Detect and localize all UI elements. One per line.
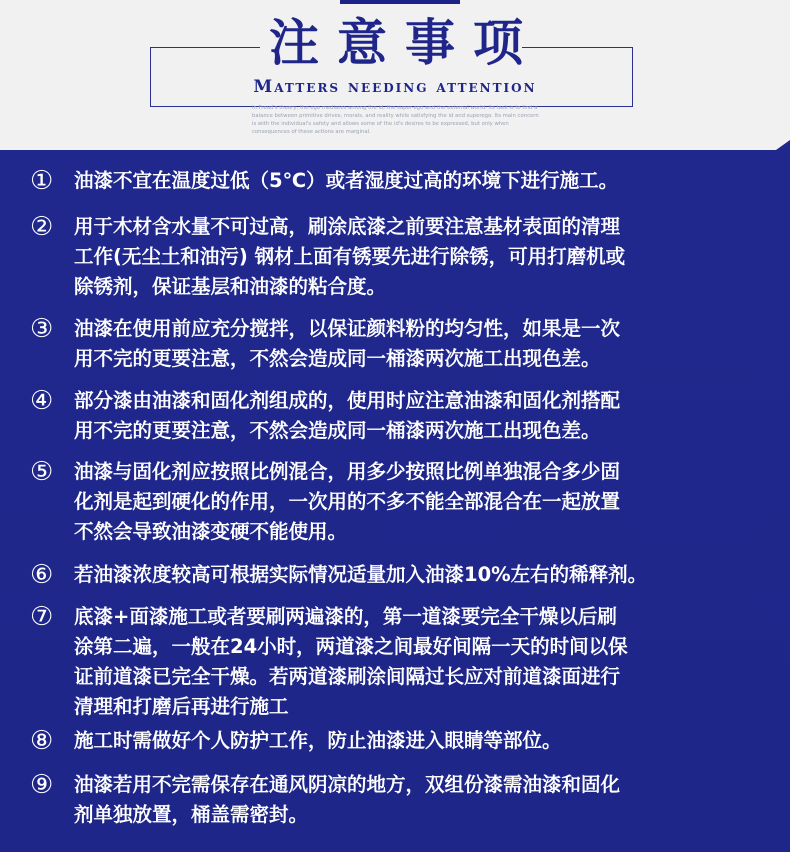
item-text: 若油漆浓度较高可根据实际情况适量加入油漆10%左右的稀释剂。	[74, 563, 648, 586]
item-text: 油漆不宜在温度过低（5℃）或者湿度过高的环境下进行施工。	[74, 169, 619, 192]
item-text: 用于木材含水量不可过高，刷涂底漆之前要注意基材表面的清理 工作(无尘土和油污) 钢材上面有锈要先进行除锈，可用打磨机或 除锈剂，保证基层和油漆的粘合度。	[74, 215, 626, 298]
item-number: ⑨	[30, 770, 54, 800]
item-text: 部分漆由油漆和固化剂组成的，使用时应注意油漆和固化剂搭配 用不完的更要注意，不然会造成同一桶漆两次施工出现色差。	[74, 389, 621, 442]
item-text: 油漆在使用前应充分搅拌，以保证颜料粉的均匀性，如果是一次 用不完的更要注意，不然会造成同一桶漆两次施工出现色差。	[74, 317, 621, 370]
list-item	[30, 314, 770, 374]
item-number: ⑤	[30, 457, 54, 487]
panel-corner	[776, 140, 790, 150]
header-section	[0, 0, 790, 150]
item-text: 油漆与固化剂应按照比例混合，用多少按照比例单独混合多少固 化剂是起到硬化的作用，一次用的不多不能全部混合在一起放置 不然会导致油漆变硬不能使用。	[74, 460, 621, 543]
list-item	[30, 560, 770, 590]
item-text: 油漆若用不完需保存在通风阴凉的地方，双组份漆需油漆和固化 剂单独放置，桶盖需密封。	[74, 773, 621, 826]
list-item	[30, 457, 770, 547]
list-item	[30, 602, 770, 722]
page-title: 注意事项	[269, 14, 541, 72]
item-number: ④	[30, 386, 54, 416]
item-number: ⑧	[30, 726, 54, 756]
list-item	[30, 726, 770, 756]
item-number: ⑦	[30, 602, 54, 632]
item-text: 施工时需做好个人防护工作，防止油漆进入眼睛等部位。	[74, 729, 562, 752]
item-number: ①	[30, 166, 54, 196]
list-item	[30, 166, 770, 196]
decorative-subtitle-text: In Freud's theory, the ego mediates among the id, the super-ego and the external world. Its task is to find a balance between primitive drives, morals, and reality while satisfying the id and superego. Its main concern is with the individual's safety and allows some of the id's desires to be expressed, but only when consequences of these actions are marginal.	[252, 105, 539, 135]
item-number: ③	[30, 314, 54, 344]
list-item	[30, 770, 770, 830]
page-title-english: Matters needing attention	[253, 77, 537, 97]
item-text: 底漆+面漆施工或者要刷两遍漆的，第一道漆要完全干燥以后刷 涂第二遍，一般在24小时，两道漆之间最好间隔一天的时间以保 证前道漆已完全干燥。若两道漆刷涂间隔过长应对前道漆面进行 清理和打磨后再进行施工	[74, 605, 628, 718]
item-number: ⑥	[30, 560, 54, 590]
item-number: ②	[30, 212, 54, 242]
notes-panel	[0, 150, 790, 852]
list-item	[30, 386, 770, 446]
list-item	[30, 212, 770, 302]
top-accent-bar	[340, 0, 460, 4]
